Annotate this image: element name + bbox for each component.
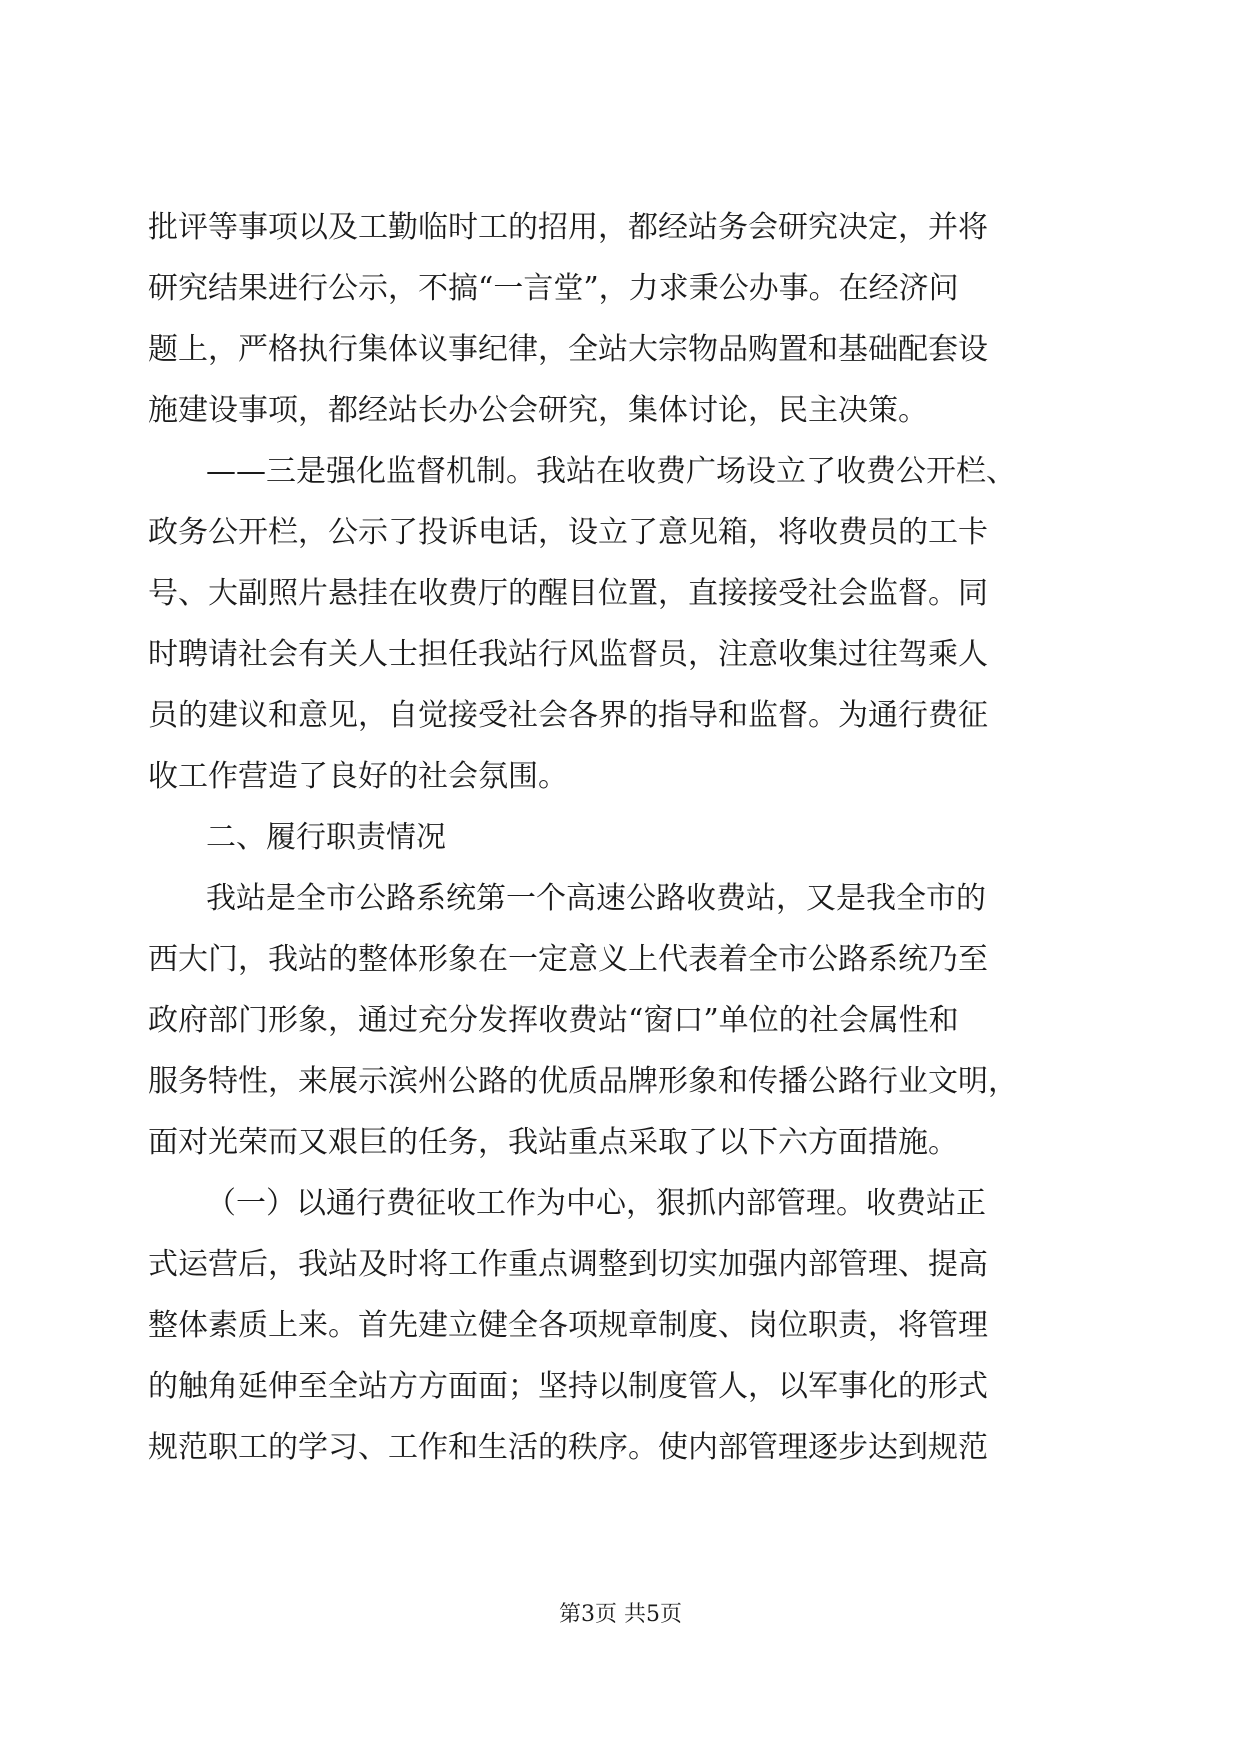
text-line: 面对光荣而又艰巨的任务，我站重点采取了以下六方面措施。 (148, 1125, 958, 1160)
text-line: 式运营后，我站及时将工作重点调整到切实加强内部管理、提高 (148, 1247, 988, 1282)
text-line: （一）以通行费征收工作为中心，狠抓内部管理。收费站正 (206, 1186, 986, 1221)
text-line: 我站是全市公路系统第一个高速公路收费站，又是我全市的 (206, 881, 986, 916)
text-line: 批评等事项以及工勤临时工的招用，都经站务会研究决定，并将 (148, 210, 988, 245)
text-line: 政务公开栏，公示了投诉电话，设立了意见箱，将收费员的工卡 (148, 515, 988, 550)
text-line: 号、大副照片悬挂在收费厅的醒目位置，直接接受社会监督。同 (148, 576, 988, 611)
text-line: 的触角延伸至全站方方面面；坚持以制度管人，以军事化的形式 (148, 1369, 988, 1404)
text-line: 研究结果进行公示，不搞“一言堂”，力求秉公办事。在经济问 (148, 271, 959, 306)
text-line: 施建设事项，都经站长办公会研究，集体讨论，民主决策。 (148, 393, 928, 428)
text-line: 时聘请社会有关人士担任我站行风监督员，注意收集过往驾乘人 (148, 637, 988, 672)
text-line: 服务特性，来展示滨州公路的优质品牌形象和传播公路行业文明， (148, 1064, 1018, 1099)
text-line: 题上，严格执行集体议事纪律，全站大宗物品购置和基础配套设 (148, 332, 988, 367)
text-line: ——三是强化监督机制。我站在收费广场设立了收费公开栏、 (206, 454, 1016, 489)
text-line: 整体素质上来。首先建立健全各项规章制度、岗位职责，将管理 (148, 1308, 988, 1343)
page-number: 第3页 共5页 (559, 1602, 682, 1627)
text-line: 政府部门形象，通过充分发挥收费站“窗口”单位的社会属性和 (148, 1003, 959, 1038)
text-line: 员的建议和意见，自觉接受社会各界的指导和监督。为通行费征 (148, 698, 988, 733)
text-line: 西大门，我站的整体形象在一定意义上代表着全市公路系统乃至 (148, 942, 988, 977)
text-line: 收工作营造了良好的社会氛围。 (148, 759, 568, 794)
section-heading: 二、履行职责情况 (206, 820, 446, 855)
text-line: 规范职工的学习、工作和生活的秩序。使内部管理逐步达到规范 (148, 1430, 988, 1465)
